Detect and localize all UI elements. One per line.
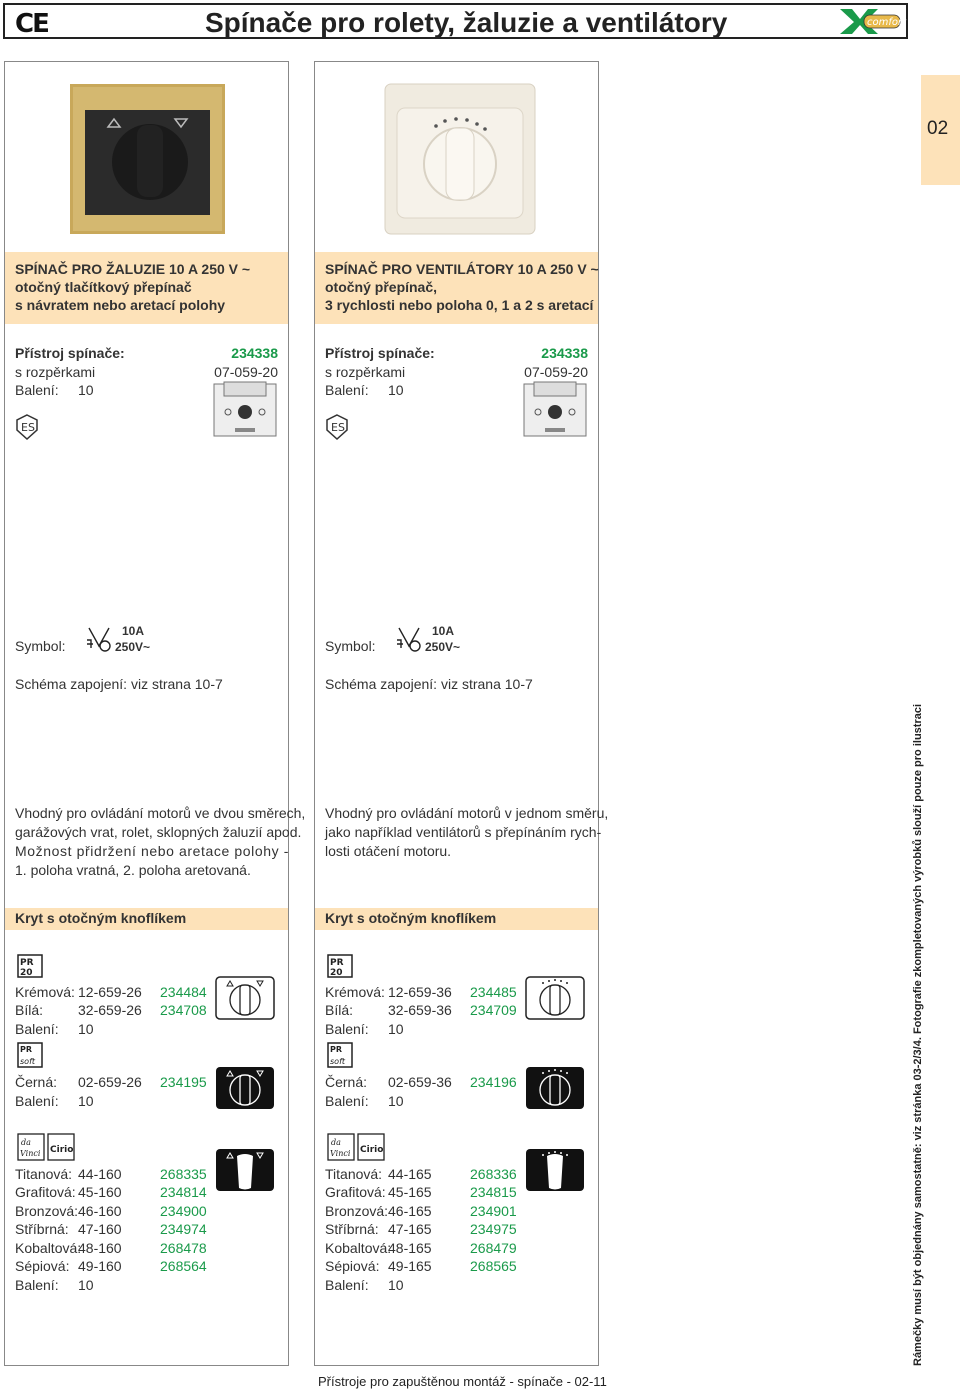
svg-text:da: da xyxy=(331,1138,341,1147)
symbol-label: Symbol: xyxy=(15,638,66,654)
description-line: 1. poloha vratná, 2. poloha aretovaná. xyxy=(15,862,251,878)
pack-value: 10 xyxy=(388,1277,404,1293)
cover-metal-icon xyxy=(525,1148,585,1192)
variant-code: 234975 xyxy=(470,1221,517,1237)
svg-text:soft: soft xyxy=(20,1057,36,1066)
symbol-rating-a: 10A xyxy=(432,624,455,638)
variant-color: Stříbrná: xyxy=(15,1221,69,1237)
variant-code: 268335 xyxy=(160,1166,207,1182)
esc-certification-icon xyxy=(326,414,348,440)
section-tab xyxy=(921,75,960,185)
variant-code: 234900 xyxy=(160,1203,207,1219)
svg-text:da: da xyxy=(21,1138,31,1147)
page-footer: Přístroje pro zapuštěnou montáž - spínače - 02-11 xyxy=(318,1374,607,1389)
cover-white-icon xyxy=(215,976,275,1020)
variant-code: 268564 xyxy=(160,1258,207,1274)
pr20-soft-series-icon xyxy=(327,1042,353,1068)
variant-type: 12-659-26 xyxy=(78,984,142,1000)
product-photo-blind-switch xyxy=(5,62,288,252)
svg-text:PR: PR xyxy=(20,958,34,968)
claws-label: s rozpěrkami xyxy=(15,364,96,380)
variant-type: 48-165 xyxy=(388,1240,432,1256)
variant-color: Bronzová: xyxy=(325,1203,389,1219)
product-photo-fan-switch xyxy=(315,62,598,252)
xcomfort-logo xyxy=(838,7,907,35)
cover-section-title: Kryt s otočným knoflíkem xyxy=(15,910,187,926)
cover-white-icon xyxy=(525,976,585,1020)
product-title-line-2: otočný tlačítkový přepínač xyxy=(15,279,192,295)
pack-value: 10 xyxy=(78,1093,94,1109)
variant-type: 49-165 xyxy=(388,1258,432,1274)
variant-color: Titanová: xyxy=(325,1166,383,1182)
variant-color: Sépiová: xyxy=(15,1258,70,1274)
cover-black-icon xyxy=(215,1066,275,1110)
variant-type: 46-160 xyxy=(78,1203,122,1219)
description-line: Vhodný pro ovládání motorů ve dvou směrech, xyxy=(15,805,306,821)
product-title-band xyxy=(315,252,598,324)
variant-type: 49-160 xyxy=(78,1258,122,1274)
variant-type: 48-160 xyxy=(78,1240,122,1256)
variant-code: 234484 xyxy=(160,984,207,1000)
product-column-blind-switch xyxy=(4,61,306,1366)
symbol-rating-v: 250V~ xyxy=(425,640,461,654)
variant-color: Bílá: xyxy=(15,1002,44,1018)
svg-text:comfort: comfort xyxy=(867,17,907,28)
section-tab-number: 02 xyxy=(927,118,949,139)
svg-text:ES: ES xyxy=(21,421,35,434)
description-line: Vhodný pro ovládání motorů v jednom směru, xyxy=(325,805,609,821)
pack-label: Balení: xyxy=(15,1277,59,1293)
variant-code: 234815 xyxy=(470,1184,517,1200)
variant-type: 02-659-26 xyxy=(78,1074,142,1090)
pack-label: Balení: xyxy=(15,1021,59,1037)
variant-type: 12-659-36 xyxy=(388,984,452,1000)
device-code: 234338 xyxy=(541,345,588,361)
variant-code: 268565 xyxy=(470,1258,517,1274)
variant-code: 268479 xyxy=(470,1240,517,1256)
cover-section-header xyxy=(5,908,288,930)
variant-code: 234708 xyxy=(160,1002,207,1018)
pack-value: 10 xyxy=(388,1093,404,1109)
cover-black-icon xyxy=(525,1066,585,1110)
pack-value: 10 xyxy=(388,1021,404,1037)
svg-text:Cirio: Cirio xyxy=(360,1145,384,1155)
variant-color: Kobaltová: xyxy=(15,1240,82,1256)
variant-color: Grafitová: xyxy=(325,1184,386,1200)
description-line: jako například ventilátorů s přepínáním rych- xyxy=(325,824,602,840)
cover-section-header xyxy=(315,908,598,930)
variant-code: 234195 xyxy=(160,1074,207,1090)
pack-label: Balení: xyxy=(325,1021,369,1037)
variant-color: Krémová: xyxy=(15,984,75,1000)
symbol-label: Symbol: xyxy=(325,638,376,654)
wiring-scheme-ref: Schéma zapojení: viz strana 10-7 xyxy=(15,676,223,692)
variant-color: Bronzová: xyxy=(15,1203,79,1219)
variant-color: Titanová: xyxy=(15,1166,73,1182)
variant-type: 32-659-36 xyxy=(388,1002,452,1018)
variant-type: 46-165 xyxy=(388,1203,432,1219)
svg-text:PR: PR xyxy=(330,958,344,968)
product-title-line-1: SPÍNAČ PRO VENTILÁTORY 10 A 250 V ~ xyxy=(325,261,599,277)
description-line: garážových vrat, rolet, sklopných žaluzií apod. xyxy=(15,824,302,840)
svg-text:soft: soft xyxy=(330,1057,346,1066)
pack-value: 10 xyxy=(78,382,94,398)
variant-color: Černá: xyxy=(325,1074,368,1090)
pr20-series-icon xyxy=(17,954,43,978)
variant-type: 47-165 xyxy=(388,1221,432,1237)
mechanism-diagram-icon xyxy=(520,380,590,440)
pack-label: Balení: xyxy=(325,382,369,398)
cover-section-title: Kryt s otočným knoflíkem xyxy=(325,910,497,926)
svg-text:20: 20 xyxy=(20,968,33,978)
variant-color: Grafitová: xyxy=(15,1184,76,1200)
variant-type: 44-165 xyxy=(388,1166,432,1182)
pr20-series-icon xyxy=(327,954,353,978)
svg-text:Vinci: Vinci xyxy=(330,1149,351,1158)
variant-color: Černá: xyxy=(15,1074,58,1090)
pack-label: Balení: xyxy=(325,1093,369,1109)
wiring-scheme-ref: Schéma zapojení: viz strana 10-7 xyxy=(325,676,533,692)
side-note: Rámečky musí být objednány samostatně: viz stránka 03-2/3/4. Fotografie zkompletovaných výrobků slouží pouze pro ilustraci xyxy=(912,703,924,1366)
variant-type: 45-160 xyxy=(78,1184,122,1200)
symbol-rating-v: 250V~ xyxy=(115,640,151,654)
variant-color: Sépiová: xyxy=(325,1258,380,1274)
pack-value: 10 xyxy=(78,1277,94,1293)
svg-text:PR: PR xyxy=(330,1045,343,1054)
variant-code: 234901 xyxy=(470,1203,517,1219)
svg-text:Cirio: Cirio xyxy=(50,1145,74,1155)
device-label: Přístroj spínače: xyxy=(15,345,125,361)
page-title: Spínače pro rolety, žaluzie a ventilátory xyxy=(205,7,728,38)
description-line: Možnost přidržení nebo aretace polohy - xyxy=(15,843,289,859)
davinci-cirio-series-icon xyxy=(17,1133,75,1161)
esc-certification-icon xyxy=(16,414,38,440)
variant-code: 268336 xyxy=(470,1166,517,1182)
variant-code: 234709 xyxy=(470,1002,517,1018)
claws-code: 07-059-20 xyxy=(214,364,278,380)
ce-mark: CE xyxy=(15,9,48,39)
variant-type: 44-160 xyxy=(78,1166,122,1182)
svg-text:ES: ES xyxy=(331,421,345,434)
product-title-line-3: 3 rychlosti nebo poloha 0, 1 a 2 s aretací xyxy=(325,297,594,313)
variant-type: 02-659-36 xyxy=(388,1074,452,1090)
svg-text:20: 20 xyxy=(330,968,343,978)
product-title-band xyxy=(5,252,288,324)
cover-metal-icon xyxy=(215,1148,275,1192)
product-title-line-2: otočný přepínač, xyxy=(325,279,438,295)
symbol-rating-a: 10A xyxy=(122,624,145,638)
variant-code: 234196 xyxy=(470,1074,517,1090)
variant-color: Kobaltová: xyxy=(325,1240,392,1256)
product-column-fan-switch xyxy=(314,61,609,1366)
svg-text:Vinci: Vinci xyxy=(20,1149,41,1158)
device-code: 234338 xyxy=(231,345,278,361)
description-line: losti otáčení motoru. xyxy=(325,843,452,859)
variant-color: Krémová: xyxy=(325,984,385,1000)
page-header xyxy=(3,3,908,39)
davinci-cirio-series-icon xyxy=(327,1133,385,1161)
variant-code: 234974 xyxy=(160,1221,207,1237)
pack-label: Balení: xyxy=(15,382,59,398)
pack-label: Balení: xyxy=(15,1093,59,1109)
product-title-line-1: SPÍNAČ PRO ŽALUZIE 10 A 250 V ~ xyxy=(15,261,251,277)
device-label: Přístroj spínače: xyxy=(325,345,435,361)
variant-color: Stříbrná: xyxy=(325,1221,379,1237)
variant-type: 45-165 xyxy=(388,1184,432,1200)
variant-code: 268478 xyxy=(160,1240,207,1256)
pack-label: Balení: xyxy=(325,1277,369,1293)
claws-label: s rozpěrkami xyxy=(325,364,406,380)
variant-color: Bílá: xyxy=(325,1002,354,1018)
pack-value: 10 xyxy=(78,1021,94,1037)
variant-type: 32-659-26 xyxy=(78,1002,142,1018)
product-title-line-3: s návratem nebo aretací polohy xyxy=(15,297,226,313)
pr20-soft-series-icon xyxy=(17,1042,43,1068)
claws-code: 07-059-20 xyxy=(524,364,588,380)
variant-code: 234485 xyxy=(470,984,517,1000)
variant-type: 47-160 xyxy=(78,1221,122,1237)
variant-code: 234814 xyxy=(160,1184,207,1200)
mechanism-diagram-icon xyxy=(210,380,280,440)
svg-text:PR: PR xyxy=(20,1045,33,1054)
pack-value: 10 xyxy=(388,382,404,398)
